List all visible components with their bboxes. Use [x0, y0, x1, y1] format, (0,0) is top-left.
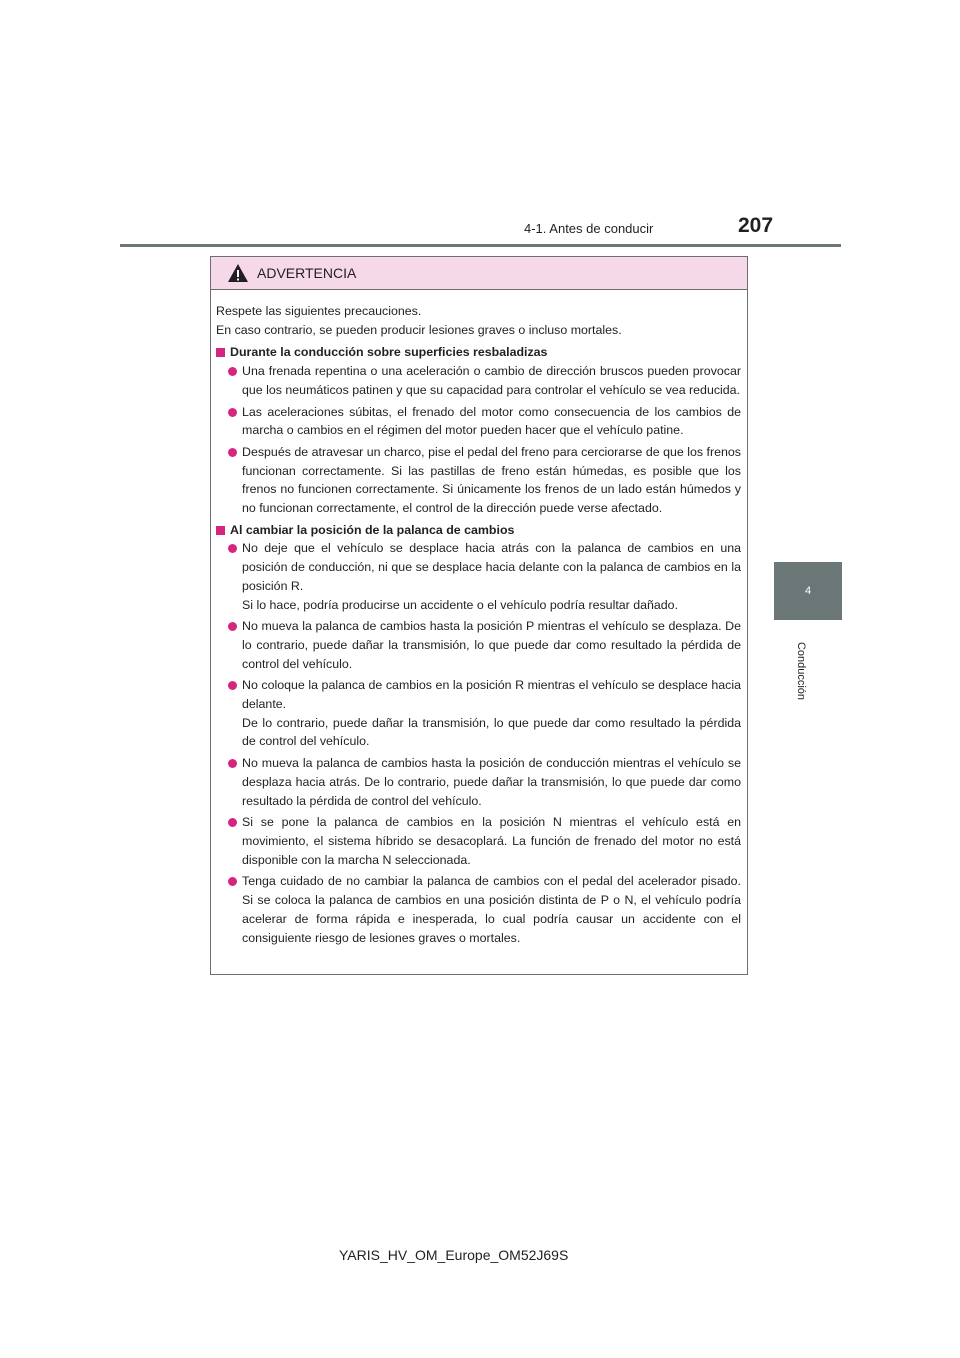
warning-body [211, 290, 747, 947]
bullet-dot-icon [228, 818, 237, 827]
bullet-dot-icon [228, 622, 237, 631]
warning-title: ADVERTENCIA [257, 265, 357, 281]
square-bullet-icon [216, 348, 225, 357]
list-item: Tenga cuidado de no cambiar la palanca de cambios con el pedal del acelerador pisado. Si se coloca la palanca de cambios en una posición distinta de P o N, el vehículo podría acelerar de forma rápida e inesperada, lo cual podría causar un accidente con el consiguiente riesgo de lesiones graves o mortales. [216, 872, 741, 947]
list-item: Una frenada repentina o una aceleración o cambio de dirección bruscos pueden provocar que los neumáticos patinen y que su capacidad para controlar el vehículo se vea reducida. [216, 362, 741, 399]
document-code: YARIS_HV_OM_Europe_OM52J69S [339, 1247, 569, 1263]
square-bullet-icon [216, 526, 225, 535]
page-number: 207 [738, 214, 774, 237]
bullet-dot-icon [228, 877, 237, 886]
intro-line: En caso contrario, se pueden producir lesiones graves o incluso mortales. [216, 322, 622, 337]
warning-header [211, 257, 747, 290]
bullet-dot-icon [228, 448, 237, 457]
warning-triangle-icon [227, 263, 249, 283]
list-item: Las aceleraciones súbitas, el frenado del motor como consecuencia de los cambios de marcha o cambios en el régimen del motor pueden hacer que el vehículo patine. [216, 403, 741, 440]
chapter-label: Conducción [795, 641, 807, 701]
header-divider [120, 244, 841, 247]
bullet-dot-icon [228, 408, 237, 417]
list-item: No deje que el vehículo se desplace hacia atrás con la palanca de cambios en una posición de conducción, ni que se desplace hacia delante con la palanca de cambios en la posición R. Si lo hace, podría producirse un accidente o el vehículo podría resultar dañado. [216, 539, 741, 614]
list-item: No mueva la palanca de cambios hasta la posición P mientras el vehículo se desplaza. De lo contrario, puede dañar la transmisión, lo que puede dar como resultado la pérdida de control del vehículo. [216, 617, 741, 673]
section-heading: Al cambiar la posición de la palanca de cambios [216, 521, 741, 540]
warning-box [210, 256, 748, 975]
bullet-dot-icon [228, 759, 237, 768]
bullet-dot-icon [228, 544, 237, 553]
section-title: 4-1. Antes de conducir [524, 221, 654, 236]
list-item: Si se pone la palanca de cambios en la posición N mientras el vehículo está en movimiento, el sistema híbrido se desacoplará. La función de frenado del motor no está disponible con la marcha N seleccionada. [216, 813, 741, 869]
chapter-tab [774, 562, 842, 620]
list-item: No coloque la palanca de cambios en la posición R mientras el vehículo se desplace hacia delante. De lo contrario, puede dañar la transmisión, lo que puede dar como resultado la pérdida de control del vehículo. [216, 676, 741, 751]
intro-line: Respete las siguientes precauciones. [216, 304, 422, 318]
chapter-label-wrapper [791, 632, 811, 710]
list-item: No mueva la palanca de cambios hasta la posición de conducción mientras el vehículo se desplaza hacia atrás. De lo contrario, puede dañar la transmisión, lo que puede dar como resultado la pérdida de control del vehículo. [216, 754, 741, 810]
warning-intro [216, 302, 741, 339]
chapter-number: 4 [804, 585, 812, 597]
list-item: Después de atravesar un charco, pise el pedal del freno para cerciorarse de que los frenos funcionan correctamente. Si las pastillas de freno están húmedas, es posible que los frenos no funcionen correctamente. Si únicamente los frenos de un lado están húmedos y no funcionan correctamente, el control de la dirección puede verse afectado. [216, 443, 741, 518]
bullet-dot-icon [228, 367, 237, 376]
bullet-dot-icon [228, 681, 237, 690]
section-heading: Durante la conducción sobre superficies resbaladizas [216, 343, 741, 362]
